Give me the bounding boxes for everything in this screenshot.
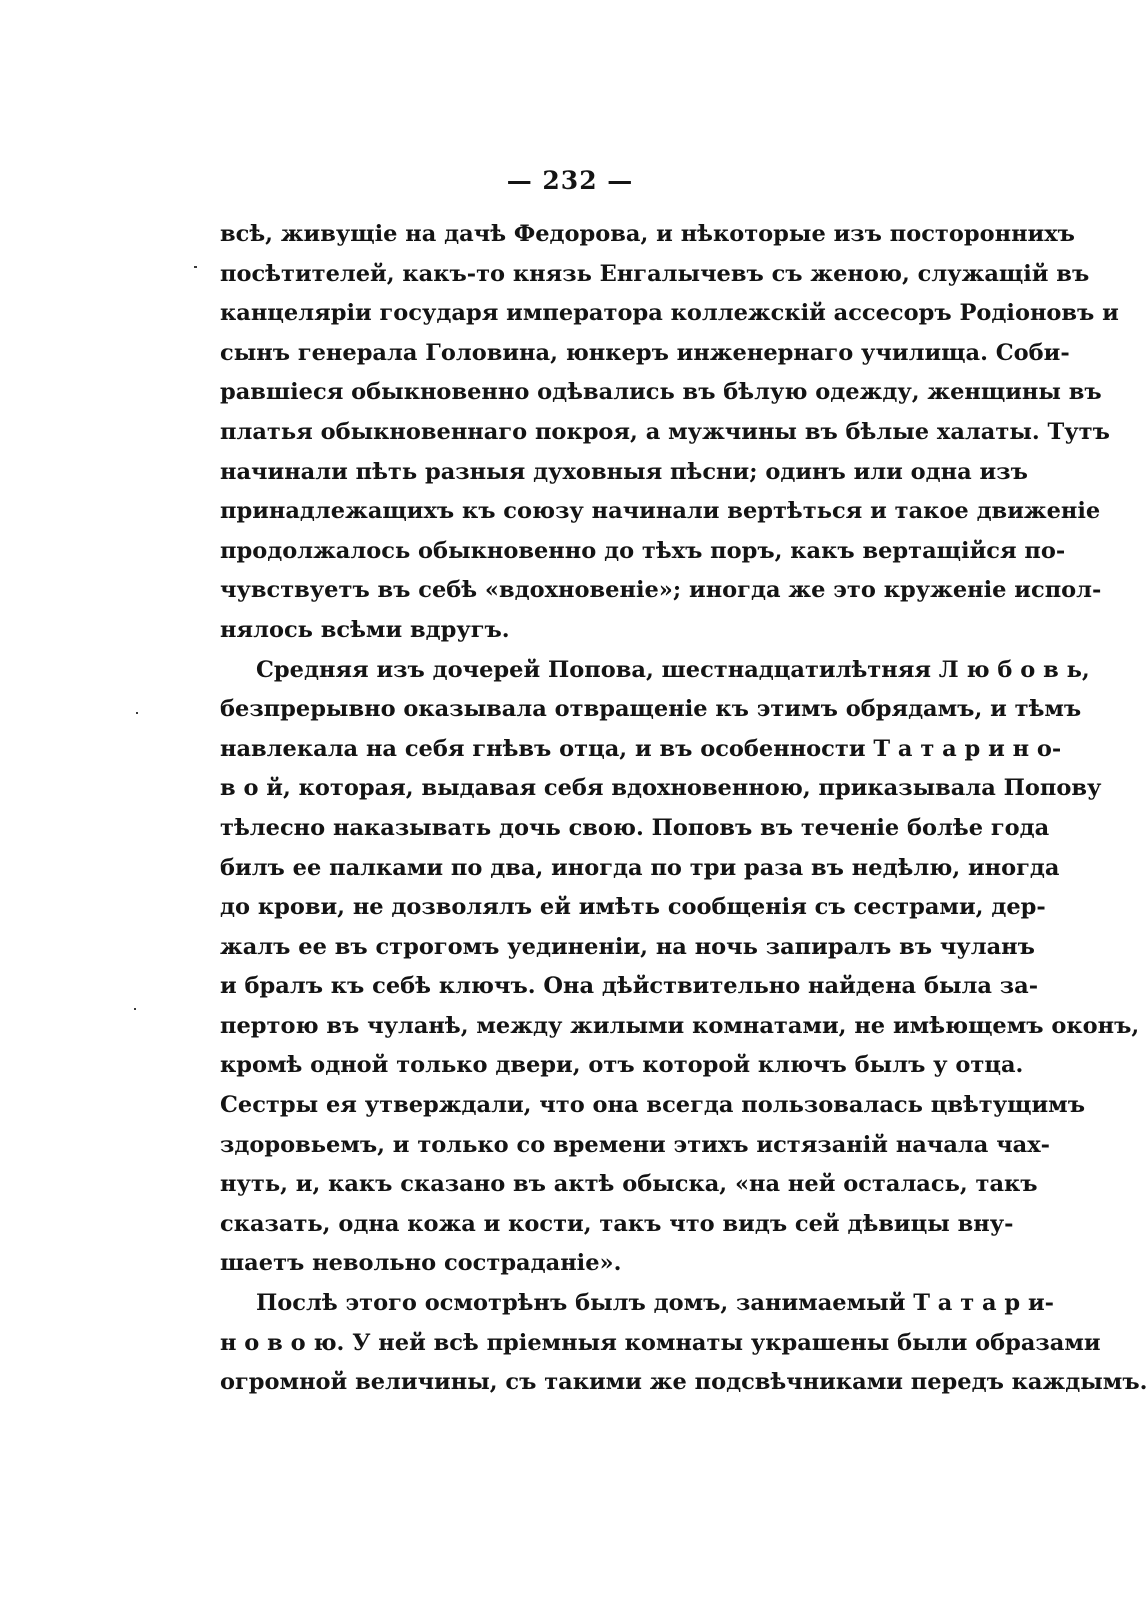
margin-mark	[136, 712, 138, 714]
text-line: чувствуетъ въ себѣ «вдохновеніе»; иногда же это круженіе испол-	[220, 577, 1102, 604]
text-line: начинали пѣть разныя духовныя пѣсни; одинъ или одна изъ	[220, 458, 1028, 485]
text-line: до крови, не дозволялъ ей имѣть сообщенія съ сестрами, дер-	[220, 894, 1046, 921]
text-line: всѣ, живущіе на дачѣ Федорова, и нѣкоторые изъ постороннихъ	[220, 221, 1075, 247]
text-line: Послѣ этого осмотрѣнъ былъ домъ, занимаемый Т а т а р и-	[256, 1290, 1054, 1317]
text-line: тѣлесно наказывать дочь свою. Поповъ въ теченіе болѣе года	[220, 814, 1050, 841]
margin-mark	[134, 1008, 136, 1010]
page-number: — 232 —	[506, 166, 634, 195]
text-line: нуть, и, какъ сказано въ актѣ обыска, «на ней осталась, такъ	[220, 1171, 1038, 1198]
text-line: Средняя изъ дочерей Попова, шестнадцатилѣтняя Л ю б о в ь,	[256, 656, 1090, 683]
text-line: посѣтителей, какъ-то князь Енгалычевъ съ женою, служащій въ	[220, 260, 1090, 287]
text-line: продолжалось обыкновенно до тѣхъ поръ, какъ вертащійся по-	[220, 537, 1066, 564]
text-line: жалъ ее въ строгомъ уединеніи, на ночь запиралъ въ чуланъ	[220, 933, 1035, 960]
text-line: платья обыкновеннаго покроя, а мужчины въ бѣлые халаты. Тутъ	[220, 418, 1110, 445]
text-line: канцеляріи государя императора коллежскій ассесоръ Родіоновъ и	[220, 300, 1119, 327]
text-line: сказать, одна кожа и кости, такъ что видъ сей дѣвицы вну-	[220, 1210, 1014, 1237]
text-line: здоровьемъ, и только со времени этихъ истязаній начала чах-	[220, 1131, 1050, 1158]
text-line: нялось всѣми вдругъ.	[220, 616, 510, 643]
text-line: кромѣ одной только двери, отъ которой ключъ былъ у отца.	[220, 1052, 1024, 1079]
text-line: сынъ генерала Головина, юнкеръ инженернаго училища. Соби-	[220, 339, 1070, 366]
text-line: пертою въ чуланѣ, между жилыми комнатами, не имѣющемъ оконъ,	[220, 1012, 1140, 1039]
text-line: Сестры ея утверждали, что она всегда пользовалась цвѣтущимъ	[220, 1092, 1085, 1119]
text-line: навлекала на себя гнѣвъ отца, и въ особенности Т а т а р и н о-	[220, 735, 1062, 762]
text-line: билъ ее палками по два, иногда по три раза въ недѣлю, иногда	[220, 854, 1060, 881]
text-line: в о й, которая, выдавая себя вдохновенною, приказывала Попову	[220, 775, 1102, 802]
text-line: н о в о ю. У ней всѣ пріемныя комнаты украшены были образами	[220, 1329, 1101, 1356]
body-text	[220, 215, 1147, 1403]
text-line: и бралъ къ себѣ ключъ. Она дѣйствительно найдена была за-	[220, 973, 1039, 1000]
text-line: равшіеся обыкновенно одѣвались въ бѣлую одежду, женщины въ	[220, 379, 1102, 406]
margin-mark	[194, 266, 197, 268]
text-line: безпрерывно оказывала отвращеніе къ этимъ обрядамъ, и тѣмъ	[220, 696, 1082, 723]
text-line: огромной величины, съ такими же подсвѣчниками передъ каждымъ.	[220, 1369, 1147, 1396]
text-line: принадлежащихъ къ союзу начинали вертѣться и такое движеніе	[220, 498, 1101, 525]
text-line: шаетъ невольно состраданіе».	[220, 1250, 622, 1277]
